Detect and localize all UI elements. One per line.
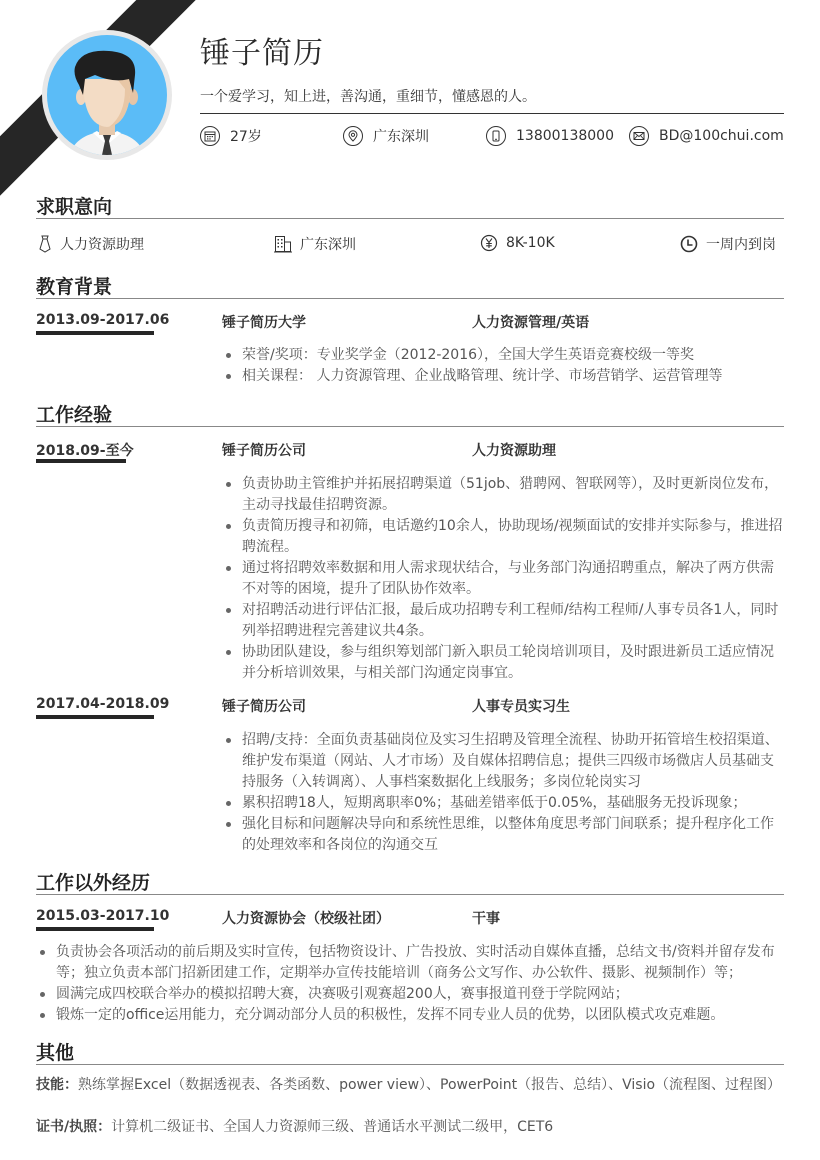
intent-city-text: 广东深圳 <box>300 237 356 253</box>
intent-availability <box>680 234 776 254</box>
certificates <box>36 1117 784 1138</box>
skills <box>36 1075 784 1096</box>
list-item: 负责协会各项活动的前后期及实时宣传，包括物资设计、广告投放、实时活动自媒体直播，总结文书/资料并留存发布等；独立负责本部门招新团建工作，定期举办宣传技能培训（商务公文写作、办公软件、摄影、视频制作）等； <box>36 942 784 984</box>
list-item: 强化目标和问题解决导向和系统性思维，以整体角度思考部门间联系；提升程序化工作的处理效率和各岗位的沟通交互 <box>222 814 784 856</box>
person-icon <box>47 35 167 155</box>
education-major: 人力资源管理/英语 <box>472 315 590 331</box>
mail-icon <box>629 126 649 146</box>
work-company: 锤子简历公司 <box>222 443 306 459</box>
section-title-other: 其他 <box>36 1042 75 1064</box>
certs-label: 证书/执照： <box>36 1119 112 1135</box>
date-underline <box>36 331 154 335</box>
list-item: 招聘/支持：全面负责基础岗位及实习生招聘及管理全流程、协助开拓管培生校招渠道、维护发布渠道（网站、人才市场）及自媒体招聘信息；提供三四级市场微店人员基础支持服务（入转调离）、人事档案数据化上线服务；多岗位轮岗实习 <box>222 730 784 793</box>
education-date: 2013.09-2017.06 <box>36 312 170 328</box>
section-divider <box>36 218 784 219</box>
extra-date: 2015.03-2017.10 <box>36 908 170 924</box>
motto: 一个爱学习，知上进，善沟通，重细节，懂感恩的人。 <box>200 89 536 105</box>
intent-salary <box>480 234 555 252</box>
tie-icon <box>38 235 52 253</box>
intent-salary-text: 8K-10K <box>506 235 555 251</box>
work-details <box>222 730 784 856</box>
section-divider <box>36 298 784 299</box>
phone-icon <box>486 126 506 146</box>
section-title-education: 教育背景 <box>36 276 113 298</box>
list-item: 圆满完成四校联合举办的模拟招聘大赛，决赛吸引观赛超200人，赛事报道刊登于学院网站； <box>36 984 784 1005</box>
list-item: 负责协助主管维护并拓展招聘渠道（51job、猎聘网、智联网等），及时更新岗位发布，主动寻找最佳招聘资源。 <box>222 474 784 516</box>
intent-city <box>274 234 356 254</box>
skills-value: 熟练掌握Excel（数据透视表、各类函数、power view）、PowerPoint（报告、总结）、Visio（流程图、过程图） <box>78 1077 782 1093</box>
date-underline <box>36 715 154 719</box>
list-item: 协助团队建设，参与组织筹划部门新入职员工轮岗培训项目，及时跟进新员工适应情况并分析培训效果，与相关部门沟通定岗事宜。 <box>222 642 784 684</box>
avatar <box>42 30 172 160</box>
work-position: 人力资源助理 <box>472 443 556 459</box>
phone-text[interactable]: 13800138000 <box>516 128 614 144</box>
extra-role: 干事 <box>472 911 500 927</box>
section-divider <box>36 1064 784 1065</box>
clock-icon <box>680 235 698 253</box>
avatar-illustration <box>47 35 167 155</box>
contact-info <box>200 126 784 150</box>
list-item: 通过将招聘效率数据和用人需求现状结合，与业务部门沟通招聘重点，解决了两方供需不对等的困境，提升了团队协作效率。 <box>222 558 784 600</box>
candidate-name: 锤子简历 <box>200 36 324 71</box>
work-details <box>222 474 784 684</box>
contact-location <box>343 126 429 146</box>
location-text: 广东深圳 <box>373 129 429 145</box>
education-details <box>222 345 784 387</box>
age-text: 27岁 <box>230 129 262 145</box>
work-date: 2017.04-2018.09 <box>36 696 170 712</box>
building-icon <box>274 235 292 253</box>
certs-value: 计算机二级证书、全国人力资源师三级、普通话水平测试二级甲，CET6 <box>111 1119 554 1135</box>
intent-position-text: 人力资源助理 <box>60 237 144 253</box>
education-school: 锤子简历大学 <box>222 315 306 331</box>
section-divider <box>36 894 784 895</box>
calendar-icon <box>200 126 220 146</box>
yen-icon <box>480 234 498 252</box>
intent-position <box>38 234 144 254</box>
extra-details <box>36 942 784 1026</box>
work-position: 人事专员实习生 <box>472 699 570 715</box>
list-item: 相关课程： 人力资源管理、企业战略管理、统计学、市场营销学、运营管理等 <box>222 366 784 387</box>
list-item: 负责简历搜寻和初筛，电话邀约10余人，协助现场/视频面试的安排并实际参与，推进招聘流程。 <box>222 516 784 558</box>
contact-email <box>629 126 784 146</box>
contact-age <box>200 126 262 146</box>
section-title-extra: 工作以外经历 <box>36 872 151 894</box>
email-text[interactable]: BD@100chui.com <box>659 128 784 144</box>
date-underline <box>36 459 126 463</box>
extra-organization: 人力资源协会（校级社团） <box>222 911 390 927</box>
contact-phone <box>486 126 614 146</box>
work-date: 2018.09-至今 <box>36 443 134 459</box>
list-item: 锻炼一定的office运用能力，充分调动部分人员的积极性，发挥不同专业人员的优势，以团队模式攻克难题。 <box>36 1005 784 1026</box>
intent-availability-text: 一周内到岗 <box>706 237 776 253</box>
work-company: 锤子简历公司 <box>222 699 306 715</box>
header-divider <box>200 113 784 114</box>
section-title-work: 工作经验 <box>36 404 113 426</box>
list-item: 累积招聘18人，短期离职率0%；基础差错率低于0.05%，基础服务无投诉现象； <box>222 793 784 814</box>
location-icon <box>343 126 363 146</box>
date-underline <box>36 927 154 931</box>
skills-label: 技能： <box>36 1077 78 1093</box>
list-item: 对招聘活动进行评估汇报，最后成功招聘专利工程师/结构工程师/人事专员各1人，同时列举招聘进程完善建议共4条。 <box>222 600 784 642</box>
job-intent <box>36 234 784 254</box>
section-title-intent: 求职意向 <box>36 196 113 218</box>
section-divider <box>36 426 784 427</box>
list-item: 荣誉/奖项：专业奖学金（2012-2016），全国大学生英语竞赛校级一等奖 <box>222 345 784 366</box>
